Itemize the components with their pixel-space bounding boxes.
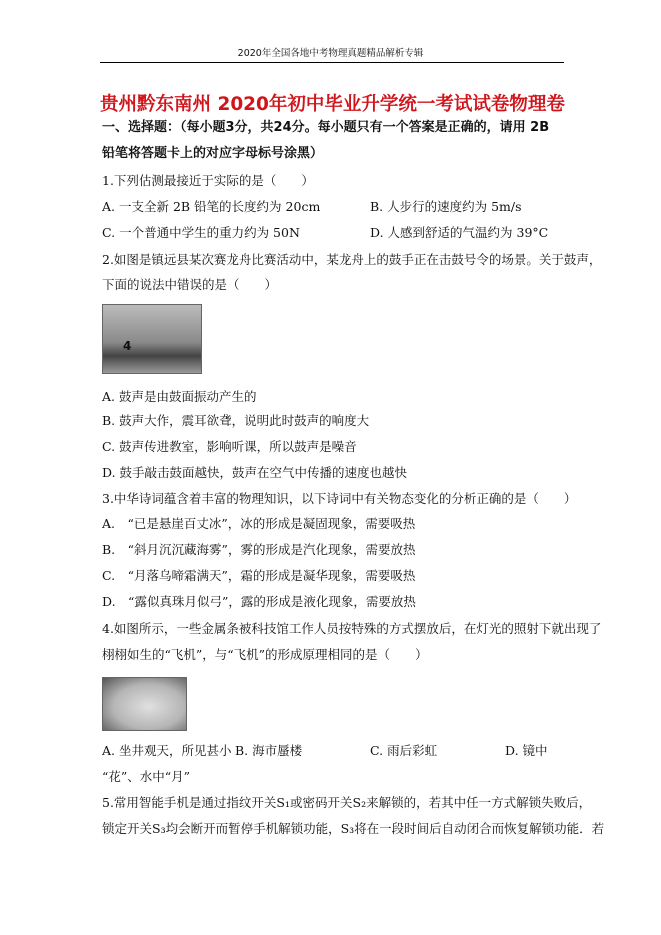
section-heading-cont: 铅笔将答题卡上的对应字母标号涂黑） — [102, 146, 324, 161]
q1-stem: 1.下列估测最接近于实际的是（ ） — [102, 173, 314, 188]
running-header: 2020年全国各地中考物理真题精品解析专辑 — [237, 48, 424, 59]
q3-option-a: A. “已是悬崖百丈冰”，冰的形成是凝固现象，需要吸热 — [102, 516, 416, 531]
q4-stem: 4.如图所示，一些金属条被科技馆工作人员按特殊的方式摆放后，在灯光的照射下就出现了 — [102, 621, 602, 636]
header-rule — [100, 62, 564, 63]
boat-number: 4 — [123, 339, 132, 353]
q5-stem: 5.常用智能手机是通过指纹开关S₁或密码开关S₂来解锁的，若其中任一方式解锁失败后， — [102, 795, 592, 810]
q1-option-d: D. 人感到舒适的气温约为 39°C — [370, 225, 549, 240]
q2-option-d: D. 鼓手敲击鼓面越快，鼓声在空气中传播的速度也越快 — [102, 465, 408, 480]
q4-option-c: C. 雨后彩虹 — [370, 743, 438, 758]
q4-option-d-cont: “花”、水中“月” — [102, 769, 191, 784]
q5-stem-cont: 锁定开关S₃均会断开而暂停手机解锁功能，S₃将在一段时间后自动闭合而恢复解锁功能．若 — [102, 821, 605, 836]
q1-option-c: C. 一个普通中学生的重力约为 50N — [102, 225, 300, 240]
q3-option-c: C. “月落乌啼霜满天”，霜的形成是凝华现象，需要吸热 — [102, 568, 416, 583]
q2-option-c: C. 鼓声传进教室，影响听课，所以鼓声是噪音 — [102, 439, 357, 454]
q4-stem-cont: 栩栩如生的“飞机”，与“飞机”的形成原理相同的是（ ） — [102, 647, 428, 662]
q4-option-a: A. 坐井观天，所见甚小 — [102, 743, 232, 758]
section-heading: 一、选择题：（每小题3分，共24分。每小题只有一个答案是正确的，请用 2B — [102, 120, 550, 135]
q3-option-d: D. “露似真珠月似弓”，露的形成是液化现象，需要放热 — [102, 594, 416, 609]
q4-option-d: D. 镜中 — [505, 743, 548, 758]
airplane-photo — [102, 677, 187, 731]
dragon-boat-photo — [102, 304, 202, 374]
q2-stem-cont: 下面的说法中错误的是（ ） — [102, 277, 278, 292]
q2-option-a: A. 鼓声是由鼓面振动产生的 — [102, 389, 257, 404]
q3-stem: 3.中华诗词蕴含着丰富的物理知识，以下诗词中有关物态变化的分析正确的是（ ） — [102, 491, 577, 506]
q1-option-b: B. 人步行的速度约为 5m/s — [370, 199, 522, 214]
page-title: 贵州黔东南州 2020年初中毕业升学统一考试试卷物理卷 — [100, 94, 565, 115]
q1-option-a: A. 一支全新 2B 铅笔的长度约为 20cm — [102, 199, 321, 214]
q3-option-b: B. “斜月沉沉藏海雾”，雾的形成是汽化现象，需要放热 — [102, 542, 416, 557]
q2-stem: 2.如图是镇远县某次赛龙舟比赛活动中，某龙舟上的鼓手正在击鼓号令的场景。关于鼓声， — [102, 252, 602, 267]
q4-option-b: B. 海市蜃楼 — [235, 743, 303, 758]
q2-option-b: B. 鼓声大作，震耳欲聋，说明此时鼓声的响度大 — [102, 413, 370, 428]
